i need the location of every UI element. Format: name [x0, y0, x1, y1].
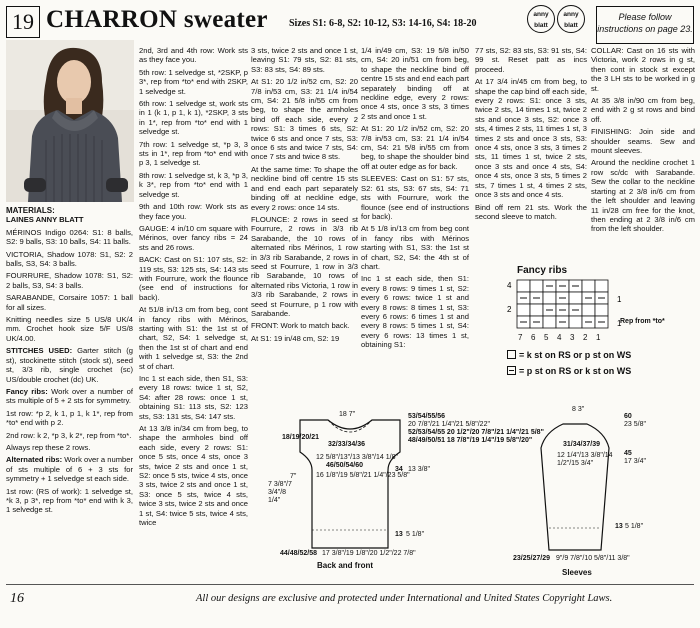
dim-label: 23/25/27/29 [513, 555, 550, 562]
dim-label: 60 [624, 413, 632, 420]
chart-x-label: 5 [544, 333, 549, 342]
dim-label: 16 1/8"/19 5/8"/21 1/4"/23 5/8" [316, 472, 410, 479]
dim-label: 17 3/8"/19 1/8"/20 1/2"/22 7/8" [322, 550, 416, 557]
legend-purl: = p st on RS or k st on WS [507, 366, 631, 376]
dim-label: 12 5/8"/13"/13 3/8"/14 1/8" [316, 454, 398, 461]
dim-label: 13 [395, 531, 403, 538]
schematic-caption: Back and front [317, 561, 374, 570]
legend-knit: = k st on RS or p st on WS [507, 350, 631, 360]
notice-box: Please follow instructions on page 23. [596, 6, 694, 44]
anny-blatt-logo: anny blatt [557, 5, 585, 33]
dim-label: 7 3/8"/7 3/4"/8 1/4" [268, 481, 292, 504]
chart-cell [569, 292, 582, 304]
dim-label: 48/49/50/51 18 7/8"/19 1/4"/19 5/8"/20" [408, 437, 533, 444]
dim-label: 5 1/8" [406, 531, 425, 538]
chart-cell [543, 316, 556, 328]
chart-x-label: 3 [570, 333, 575, 342]
repeat-label: Rep from *to* [620, 318, 665, 325]
dim-label: 12 1/4"/13 3/8"/14 1/2"/15 3/4" [557, 452, 613, 467]
dim-label: 13 [615, 523, 623, 530]
sleeve-cap-column: 77 sts, S2: 83 sts, S3: 91 sts, S4: 99 st. Reset patt as incs proceed. At 17 3/4 in/45 cm from beg, to shape the cap bind off each side, every 2 rows: S1: once 3 sts, twice 2 sts, 14 times 1 st, twice 2 sts and once 3 sts, S2: once 3 sts, 4 times 2 sts, 11 times 1 st, 3 times 2 sts and once 3 sts, S3: once 4 sts, once 3 sts, 3 times 2 sts, 11 times 1 st, twice 2 sts, once 3 sts and once 4 sts, S4: once 4 sts, once 3 sts, 5 times 2 sts, 7 times 1 st, 4 times 2 sts, once 3 sts and once 4 sts. Bind off rem 21 sts. Work the second sleeve to match. [475, 46, 587, 221]
dim-label: 45 [624, 450, 632, 457]
chart-cell [530, 304, 543, 316]
chart-cell [530, 280, 543, 292]
dim-label: 13 3/8" [408, 466, 430, 473]
sizes-line: Sizes S1: 6-8, S2: 10-12, S3: 14-16, S4: 18-20 [289, 18, 477, 29]
chart-title: Fancy ribs [517, 265, 568, 276]
dim-label: 7" [290, 473, 297, 480]
dim-label: 44/48/52/58 [280, 550, 317, 557]
collar-finishing-column: COLLAR: Cast on 16 sts with Victoria, work 2 rows in g st, then cont in stock st except the 3 LH sts to be worked in g st. At 35 3/8 in/90 cm from beg, end with 2 g st rows and bind off. FINISHING: Join side and shoulder seams. Sew and mount sleeves. Around the neckline crochet 1 row sc/dc with Sarabande. Sew the collar to the neckline starting at 2 3/8 in/6 cm from the left shoulder and leaving 11 in/28 cm free for the knot, then ending at 2 3/8 in/6 cm from the left shoulder. [591, 46, 695, 234]
chart-cell [517, 304, 530, 316]
copyright-notice: All our designs are exclusive and protected under International and United States Copyright Laws. [196, 593, 613, 604]
page-title: CHARRON sweater [46, 6, 268, 33]
fancy-ribs-chart [505, 278, 625, 341]
dim-label: 20 7/8"/21 1/4"/21 5/8"/22" [408, 421, 490, 428]
chart-cell [595, 280, 608, 292]
row-label: 4 [507, 281, 512, 290]
dim-label: 8 3" [572, 406, 585, 413]
pattern-number: 19 [6, 6, 40, 38]
materials-column: MATERIALS: LAINES ANNY BLATT MÉRINOS Indigo 0264: S1: 8 balls, S2: 9 balls, S3: 10 balls, S4: 11 balls. VICTORIA, Shadow 1078: S1, S2: 2 balls, S3, S4: 3 balls. FOURRURE, Shadow 1078: S1, S2: 2 balls, S3, S4: 3 balls. SARABANDE, Corsaire 1057: 1 ball for all sizes. Knitting needles size 5 US/8 UK/4 mm. Crochet hook size 5/F US/8 UK/4.00. STITCHES USED: Garter stitch (g st), stockinette stitch (stock st), seed st, 3/3 rib, single crochet (sc) US/double crochet (dc) UK. Fancy ribs: Work over a number of sts multiple of 5 + 2 sts for symmetry. 1st row: *p 2, k 1, p 1, k 1*, rep from *to* end with p 2. 2nd row: k 2, *p 3, k 2*, rep from *to*. Always rep these 2 rows. Alternated ribs: Work over a number of sts multiple of 6 + 3 sts for symmetry + 1 selvedge st each side. 1st row: (RS of work): 1 selvedge st, *k 3, p 3*, rep from *to* end with k 3, 1 selvedge st. [6, 206, 133, 515]
back-instructions-column: 3 sts, twice 2 sts and once 1 st, leaving S1: 79 sts, S2: 81 sts, S3: 83 sts, S4: 89 sts. At S1: 20 1/2 in/52 cm, S2: 20 7/8 in/53 cm, S3: 21 1/4 in/54 cm, S4: 21 5/8 in/55 cm from beg, to shape the armholes bind off each side, every 2 rows: S1: 3 times 6 sts, S2: twice 6 sts and once 7 sts, S3: once 6 sts and twice 7 sts, S4: once 7 sts and twice 8 sts. At the same time: To shape the neckline bind off centre 15 sts and end each part separately binding off at neckline edge, every 2 rows: once 14 sts. FLOUNCE: 2 rows in seed st Fourrure, 2 rows in 3/3 rib Sarabande, the 10 rows of alternated ribs Mérinos, 1 row in 3/3 rib Sarabande, 2 rows in seed st Fourrure, 1 row in 3/3 rib Sarabande, 10 rows of alternated ribs Victoria, 1 row in 3/3 rib Sarabande, 2 rows in seed st Fourrure, p 1 row with Sarabande. FRONT: Work to match back. At S1: 19 in/48 cm, S2: 19 [251, 46, 358, 343]
sleeve-schematic [535, 416, 615, 556]
dim-label: 53/54/55/56 [408, 413, 445, 420]
chart-x-label: 7 [518, 333, 523, 342]
chart-x-label: 6 [531, 333, 536, 342]
row-label: 2 [507, 305, 512, 314]
chart-x-label: 4 [557, 333, 562, 342]
chart-grid [505, 278, 625, 336]
row-label: 1 [617, 319, 622, 328]
chart-cell [517, 280, 530, 292]
chart-cell [582, 280, 595, 292]
chart-cell [569, 316, 582, 328]
footer-divider [6, 584, 694, 585]
chart-cell [595, 304, 608, 316]
dim-label: 32/33/34/36 [328, 441, 365, 448]
model-illustration [6, 40, 134, 202]
chart-cell [543, 292, 556, 304]
front-sleeves-column: 1/4 in/49 cm, S3: 19 5/8 in/50 cm, S4: 20 in/51 cm from beg, to shape the neckline bind off centre 15 sts and end each part separately binding off at neckline edge, every 2 rows: once 4 sts, once 3 sts, 3 times 2 sts and once 1 st. At S1: 20 1/2 in/52 cm, S2: 20 7/8 in/53 cm, S3: 21 1/4 in/54 cm, S4: 21 5/8 in/55 cm from beg, to shape the shoulder bind off at outer edge as for back. SLEEVES: Cast on S1: 57 sts, S2: 61 sts, S3: 67 sts, S4: 71 sts with Fourrure, work the flounce (see end of instructions for back). At 5 1/8 in/13 cm from beg cont in fancy ribs with Mérinos starting with S1, S3: the 1st st of chart, S2, S4: the 4th st of chart. Inc 1 st each side, then S1: every 8 rows: 9 times 1 st, S2: every 6 rows: twice 1 st and every 8 rows: 8 times 1 st, S3: every 6 rows: 6 times 1 st and every 8 rows: 5 times 1 st, S4: every 6 rows: 13 times 1 st, obtaining S1: [361, 46, 469, 350]
chart-cell [582, 304, 595, 316]
dim-label: 31/34/37/39 [563, 441, 600, 448]
dim-label: 34 [395, 466, 403, 473]
knit-symbol-icon [507, 350, 516, 359]
stitches-column: 2nd, 3rd and 4th row: Work sts as they face you. 5th row: 1 selvedge st, *2SKP, p 3*, rep from *to* end with 2SKP, 1 selvedge st. 6th row: 1 selvedge st, work sts in 1 (k 1, p 1, k 1), *2SKP, 3 sts in 1*, rep from *to* end with 1 selvedge st. 7th row: 1 selvedge st, *p 3, 3 sts in 1*, rep from *to* end with p 3, 1 selvedge st. 8th row: 1 selvedge st, k 3, *p 3, k 3*, rep from *to* end with 1 selvedge st. 9th and 10th row: Work sts as they face you. GAUGE: 4 in/10 cm square with Mérinos, over fancy ribs = 24 sts and 26 rows. BACK: Cast on S1: 107 sts, S2: 119 sts, S3: 125 sts, S4: 143 sts with Fourrure, work the flounce (see end of instructions for back). At 51/8 in/13 cm from beg, cont in fancy ribs with Mérinos, starting with S1: the 1st st of chart, S2, S4: 1 selvedge st, then the 1st st of chart and end with 1 selvedge st, S3: the 2nd st of chart. Inc 1 st each side, then S1, S3: every 18 rows: twice 1 st, S2, S4: after 28 rows: once 1 st, obtaining S1: 113 sts, S2: 123 sts, S3: 131 sts, S4: 147 sts. At 13 3/8 in/34 cm from beg, to shape the armholes bind off each side, every 2 rows: S1: once 5 sts, once 4 sts, once 3 sts, twice 2 sts and once 1 st, S2: once 5 sts, twice 4 sts, once 3 sts, twice 2 sts and once 1 st, S3: once 5 sts, twice 4 sts, twice 3 sts, twice 2 sts and once 1 st, S4: twice 5 sts, twice 4 sts, twice [139, 46, 248, 528]
dim-label: 23 5/8" [624, 421, 646, 428]
dim-label: 46/50/54/60 [326, 462, 363, 469]
dim-label: 9"/9 7/8"/10 5/8"/11 3/8" [556, 555, 630, 562]
anny-blatt-logo: anny blatt [527, 5, 555, 33]
schematic-caption: Sleeves [562, 568, 592, 577]
purl-symbol-icon [507, 366, 516, 375]
model-photo [6, 40, 134, 202]
chart-x-label: 2 [583, 333, 588, 342]
dim-label: 18/19/20/21 [282, 434, 319, 441]
row-label: 1 [617, 295, 622, 304]
dim-label: 18 7" [339, 411, 356, 418]
page-number: 16 [10, 591, 24, 606]
chart-x-label: 1 [596, 333, 601, 342]
dim-label: 17 3/4" [624, 458, 646, 465]
dim-label: 5 1/8" [625, 523, 644, 530]
dim-label: 52/53/54/55 20 1/2"/20 7/8"/21 1/4"/21 5/8" [408, 429, 544, 436]
